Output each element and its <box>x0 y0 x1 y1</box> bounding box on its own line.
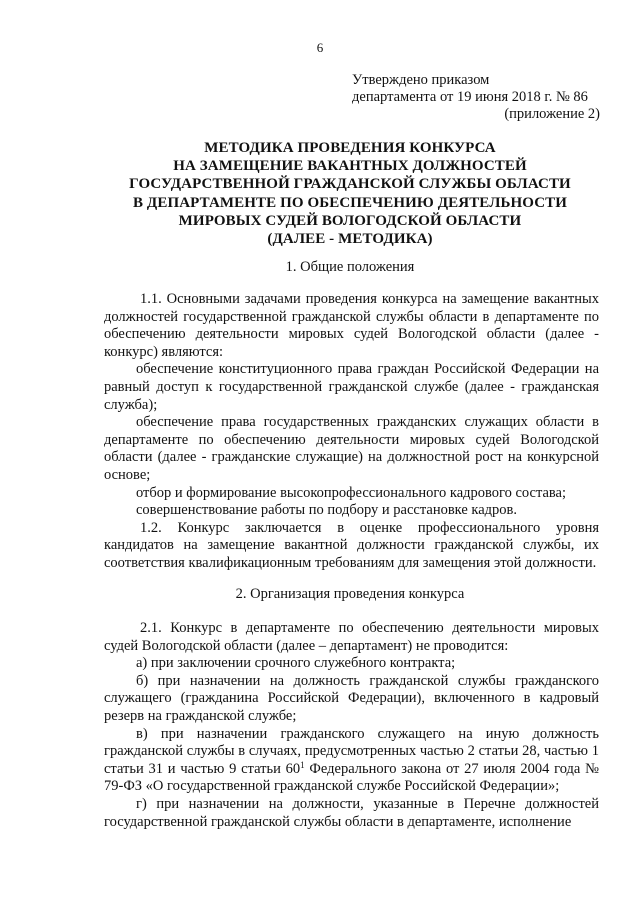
title-line: НА ЗАМЕЩЕНИЕ ВАКАНТНЫХ ДОЛЖНОСТЕЙ <box>173 158 527 175</box>
paragraph <box>104 726 599 796</box>
title-line: МИРОВЫХ СУДЕЙ ВОЛОГОДСКОЙ ОБЛАСТИ <box>178 212 522 229</box>
document-title <box>100 139 600 248</box>
paragraph: отбор и формирование высокопрофессионального кадрового состава; <box>136 484 567 501</box>
paragraph: обеспечение конституционного права граждан Российской Федерации на равный доступ к государственной гражданской службе (далее - гражданская служба); <box>104 361 599 413</box>
title-line: ГОСУДАРСТВЕННОЙ ГРАЖДАНСКОЙ СЛУЖБЫ ОБЛАСТИ <box>129 176 571 193</box>
approval-line-2: департамента от 19 июня 2018 г. № 86 <box>352 89 588 105</box>
paragraph: 1.1. Основными задачами проведения конкурса на замещение вакантных должностей государственной гражданской службы области в департаменте по обеспечению деятельности мировых судей Вологодской области (далее - конкурс) являются: <box>104 291 599 360</box>
approval-stamp <box>352 72 600 123</box>
section-1-body <box>104 291 599 573</box>
paragraph: 1.2. Конкурс заключается в оценке профессионального уровня кандидатов на замещение вакантной должности гражданской службы, их соответствия квалификационным требованиям для замещения этой должности. <box>104 519 599 571</box>
paragraph: 2.1. Конкурс в департаменте по обеспечению деятельности мировых судей Вологодской области (далее – департамент) не проводится: <box>104 620 599 654</box>
title-line: МЕТОДИКА ПРОВЕДЕНИЯ КОНКУРСА <box>204 140 496 156</box>
section-1-heading: 1. Общие положения <box>285 259 415 275</box>
paragraph: совершенствование работы по подбору и расстановке кадров. <box>136 502 518 519</box>
paragraph-text: Федерального закона от 27 июля 2004 года № 79-ФЗ «О государственной гражданской службе Российской Федерации»; <box>104 760 599 795</box>
approval-line-3: (приложение 2) <box>504 106 600 122</box>
paragraph: б) при назначении на должность гражданской службы гражданского служащего (гражданина Российской Федерации), включенного в кадровый резерв на гражданской службе; <box>104 672 599 724</box>
approval-line-1: Утверждено приказом <box>352 72 490 88</box>
paragraph: обеспечение права государственных гражданских служащих области в департаменте по обеспечению деятельности мировых судей Вологодской области (далее - гражданские служащие) на должностной рост на конкурсной основе; <box>104 414 599 483</box>
title-line: В ДЕПАРТАМЕНТЕ ПО ОБЕСПЕЧЕНИЮ ДЕЯТЕЛЬНОСТИ <box>132 194 568 211</box>
page-number: 6 <box>316 40 324 55</box>
section-2-heading: 2. Организация проведения конкурса <box>235 586 465 602</box>
paragraph: а) при заключении срочного служебного контракта; <box>136 655 456 672</box>
superscript: 1 <box>300 759 305 770</box>
paragraph-text: в) при назначении гражданского служащего на иную должность гражданской службы в случаях, предусмотренных частью 2 статьи 28, частью 1 статьи 31 и частью 9 статьи 60 <box>104 725 599 777</box>
title-line: (ДАЛЕЕ - МЕТОДИКА) <box>267 231 433 248</box>
section-2-body <box>104 620 599 831</box>
paragraph: г) при назначении на должности, указанные в Перечне должностей государственной гражданской службы области в департаменте, исполнение <box>104 795 599 830</box>
